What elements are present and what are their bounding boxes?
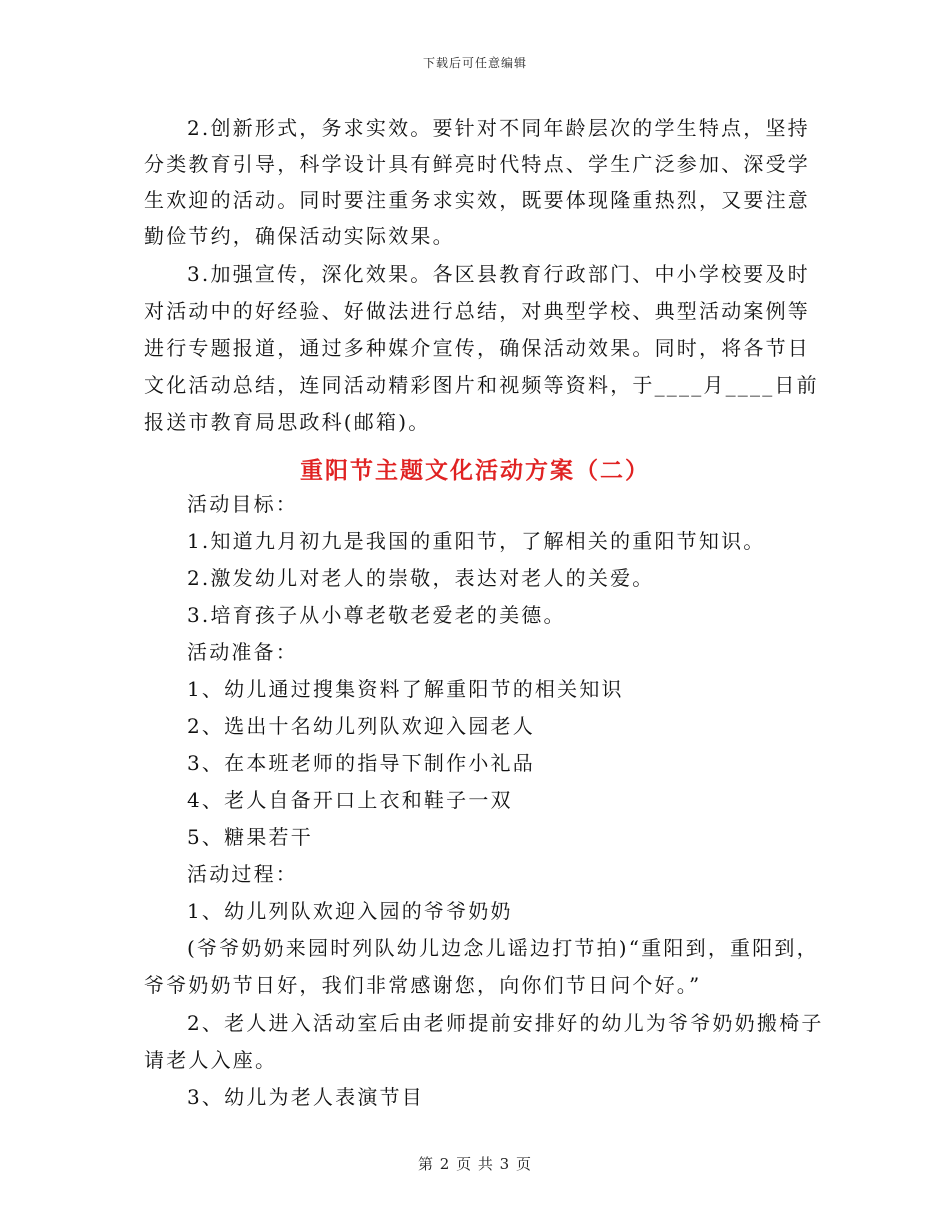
paragraph-line: 请老人入座。	[144, 1048, 278, 1072]
section-title: 重阳节主题文化活动方案（二）	[300, 457, 650, 484]
heading-goals: 活动目标：	[187, 492, 298, 516]
paragraph-line: 爷爷奶奶节日好，我们非常感谢您，向你们节日问个好。”	[144, 973, 702, 997]
list-item: 1、幼儿通过搜集资料了解重阳节的相关知识	[187, 677, 624, 701]
paragraph-line: 分类教育引导，科学设计具有鲜亮时代特点、学生广泛参加、深受学	[144, 152, 810, 176]
paragraph-line: 生欢迎的活动。同时要注重务求实效，既要体现隆重热烈，又要注意	[144, 188, 810, 212]
paragraph-line: 勤俭节约，确保活动实际效果。	[144, 224, 455, 248]
list-item: 1.知道九月初九是我国的重阳节，了解相关的重阳节知识。	[187, 529, 766, 553]
list-item: 4、老人自备开口上衣和鞋子一双	[187, 788, 513, 812]
paragraph-line: 2.创新形式，务求实效。要针对不同年龄层次的学生特点，坚持	[187, 116, 810, 140]
header-note: 下载后可任意编辑	[422, 56, 527, 70]
paragraph-line: 2、老人进入活动室后由老师提前安排好的幼儿为爷爷奶奶搬椅子	[187, 1011, 824, 1035]
heading-preparation: 活动准备：	[187, 640, 298, 664]
paragraph-line: 进行专题报道，通过多种媒介宣传，确保活动效果。同时，将各节日	[144, 336, 810, 360]
paragraph-line: 3.加强宣传，深化效果。各区县教育行政部门、中小学校要及时	[187, 262, 810, 286]
heading-process: 活动过程：	[187, 862, 298, 886]
paragraph-line: (爷爷奶奶来园时列队幼儿边念儿谣边打节拍)“重阳到，重阳到，	[187, 936, 819, 960]
paragraph-line: 对活动中的好经验、好做法进行总结，对典型学校、典型活动案例等	[144, 299, 810, 323]
list-item: 5、糖果若干	[187, 825, 313, 849]
paragraph-line: 文化活动总结，连同活动精彩图片和视频等资料，于____月____日前	[144, 373, 819, 397]
list-item: 3、在本班老师的指导下制作小礼品	[187, 751, 535, 775]
list-item: 1、幼儿列队欢迎入园的爷爷奶奶	[187, 899, 513, 923]
list-item: 2.激发幼儿对老人的崇敬，表达对老人的关爱。	[187, 566, 655, 590]
list-item: 3、幼儿为老人表演节目	[187, 1085, 424, 1109]
page-footer: 第 2 页 共 3 页	[418, 1155, 532, 1173]
list-item: 2、选出十名幼儿列队欢迎入园老人	[187, 714, 535, 738]
paragraph-line: 报送市教育局思政科(邮箱)。	[144, 410, 431, 434]
list-item: 3.培育孩子从小尊老敬老爱老的美德。	[187, 603, 566, 627]
